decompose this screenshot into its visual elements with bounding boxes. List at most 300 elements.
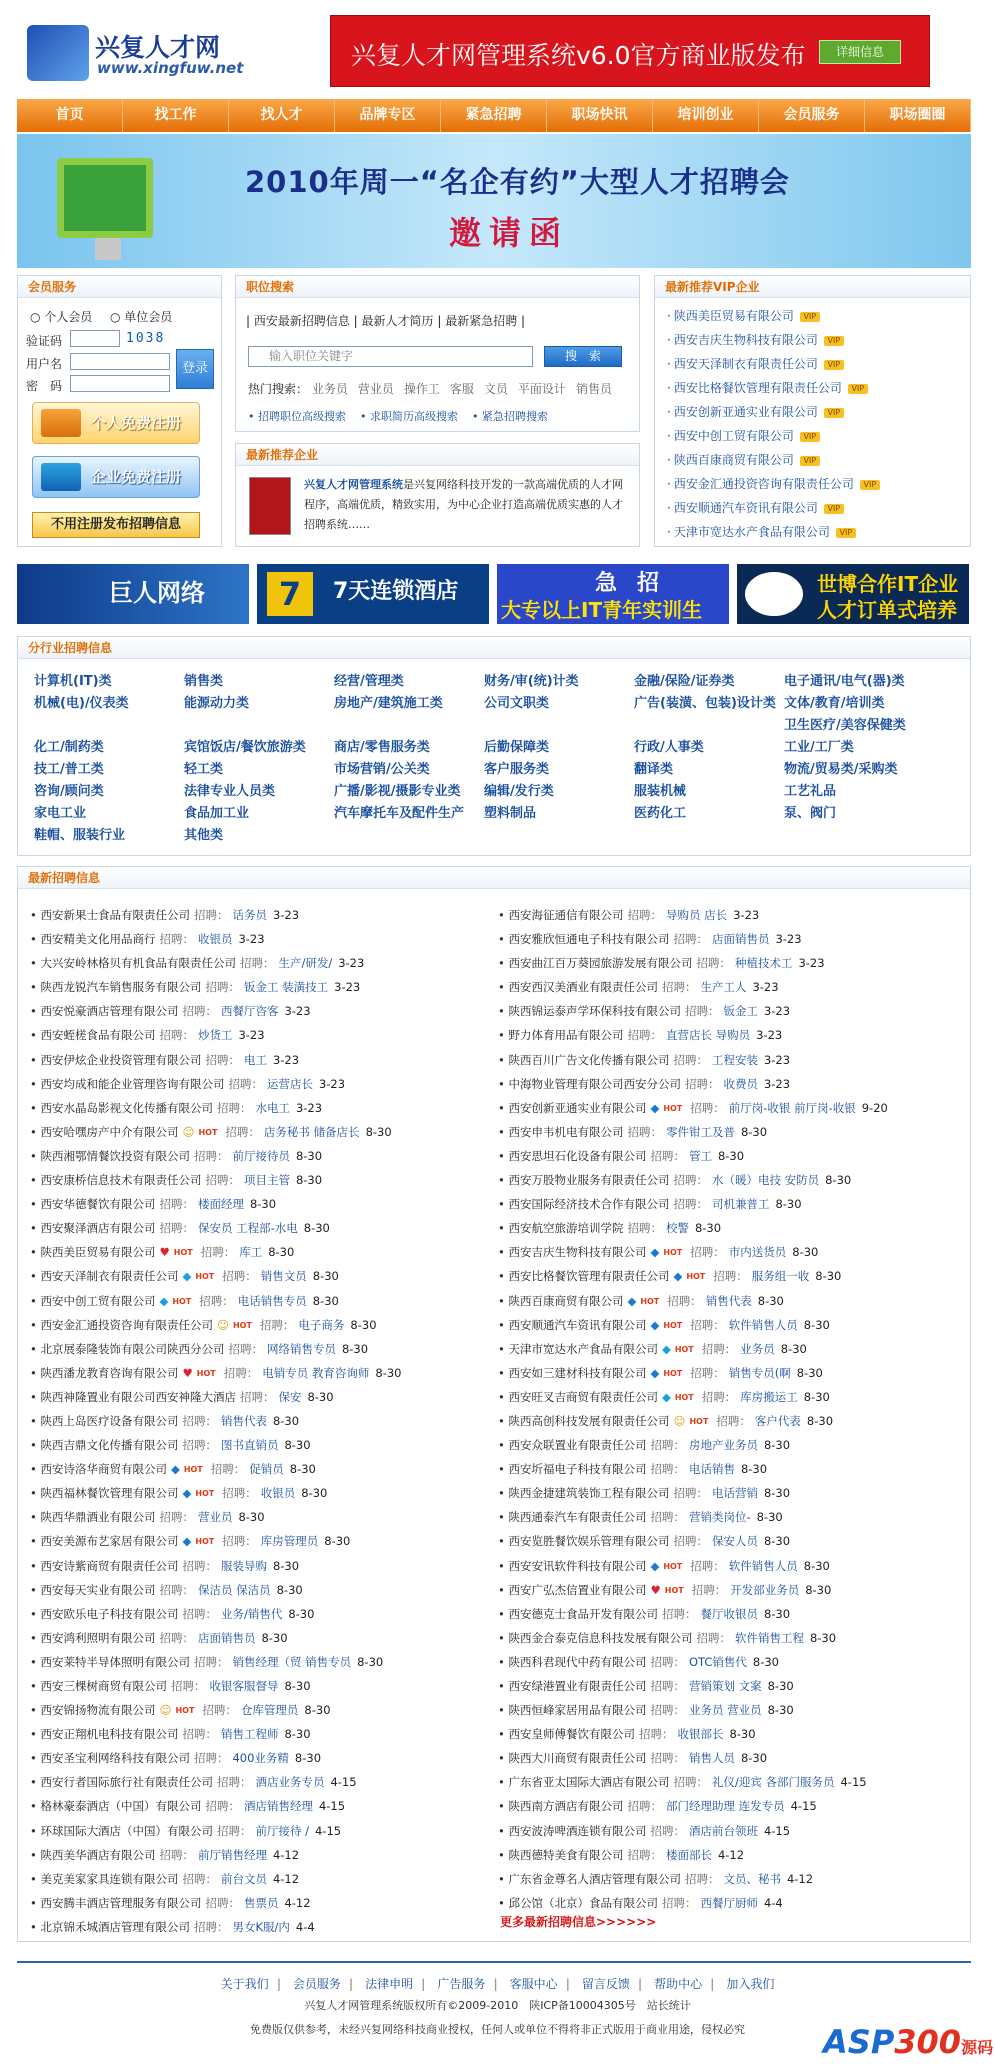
job-company[interactable]: 西安航空旅游培训学院 xyxy=(508,1221,624,1236)
job-title[interactable]: 男女K服/内 xyxy=(232,1919,290,1934)
job-row[interactable] xyxy=(30,1240,401,1264)
job-title[interactable]: 运营店长 xyxy=(266,1076,313,1091)
adv-resume-search-link[interactable]: • 求职简历高级搜索 xyxy=(359,410,458,423)
job-row[interactable] xyxy=(498,1626,888,1650)
job-title[interactable]: 收银员 xyxy=(260,1486,296,1501)
top-banner-ad[interactable] xyxy=(330,15,930,87)
job-row[interactable] xyxy=(498,1313,888,1337)
urgent-search-link[interactable]: • 紧急招聘搜索 xyxy=(471,410,548,423)
job-row[interactable] xyxy=(30,951,401,975)
job-row[interactable] xyxy=(498,1144,888,1168)
job-company[interactable]: 西安中创工贸有限公司 xyxy=(40,1293,156,1308)
industry-item[interactable]: 财务/审(统)计类 xyxy=(484,674,579,689)
job-title[interactable]: 店面销售员 xyxy=(197,1630,256,1645)
job-company[interactable]: 西安每天实业有限公司 xyxy=(40,1582,156,1597)
industry-item[interactable]: 广告(装潢、包装)设计类 xyxy=(634,696,776,711)
job-title[interactable]: 销售工程师 xyxy=(220,1727,279,1742)
job-title[interactable]: 种植技术工 xyxy=(734,956,793,971)
job-company[interactable]: 陕西高创科技发展有限责任公司 xyxy=(508,1413,670,1428)
job-title[interactable]: 电工 xyxy=(243,1052,267,1067)
industry-item[interactable]: 商店/零售服务类 xyxy=(334,740,430,755)
job-title[interactable]: 收银部长 xyxy=(677,1727,724,1742)
job-company[interactable]: 西安腾丰酒店管理服务有限公司 xyxy=(40,1895,202,1910)
job-company[interactable]: 西安欧乐电子科技有限公司 xyxy=(40,1606,179,1621)
job-company[interactable]: 西安莱特半导体照明有限公司 xyxy=(40,1654,190,1669)
job-company[interactable]: 西安圻福电子科技有限公司 xyxy=(508,1462,647,1477)
job-row[interactable] xyxy=(498,1722,888,1746)
industry-item[interactable]: 咨询/顾问类 xyxy=(34,784,104,799)
industry-item[interactable]: 法律专业人员类 xyxy=(184,784,276,799)
job-company[interactable]: 西安精美文化用品商行 xyxy=(40,932,156,947)
industry-item[interactable]: 金融/保险/证券类 xyxy=(634,674,735,689)
job-company[interactable]: 美克美家家具连锁有限公司 xyxy=(40,1871,179,1886)
industry-item[interactable]: 翻译类 xyxy=(634,762,674,777)
job-row[interactable] xyxy=(30,1626,401,1650)
job-company[interactable]: 陕西大川商贸有限责任公司 xyxy=(508,1751,647,1766)
job-company[interactable]: 北京展泰隆装饰有限公司陕西分公司 xyxy=(40,1341,225,1356)
job-company[interactable]: 西安比格餐饮管理有限责任公司 xyxy=(508,1269,670,1284)
job-company[interactable]: 野力体育用品有限公司 xyxy=(508,1028,624,1043)
job-company[interactable]: 西安均成和能企业管理咨询有限公司 xyxy=(40,1076,225,1091)
hot-item[interactable]: 操作工 xyxy=(403,382,440,396)
job-title[interactable]: 营业员 xyxy=(197,1510,233,1525)
job-title[interactable]: 服装导购 xyxy=(220,1558,267,1573)
adv-job-search-link[interactable]: • 招聘职位高级搜索 xyxy=(248,410,346,423)
job-company[interactable]: 西安诗洛华商贸有限公司 xyxy=(40,1462,167,1477)
hot-item[interactable]: 销售员 xyxy=(575,382,612,396)
job-row[interactable] xyxy=(498,951,888,975)
job-row[interactable] xyxy=(30,1433,401,1457)
job-title[interactable]: 网络销售专员 xyxy=(266,1341,336,1356)
job-company[interactable]: 陕西南方酒店有限公司 xyxy=(508,1799,624,1814)
industry-item[interactable]: 房地产/建筑施工类 xyxy=(334,696,443,711)
search-button[interactable]: 搜 索 xyxy=(544,346,622,367)
job-company[interactable]: 西安安讯软件科技有限公司 xyxy=(508,1558,647,1573)
job-row[interactable] xyxy=(498,1023,888,1047)
job-title[interactable]: 水电工 xyxy=(255,1100,290,1115)
job-row[interactable] xyxy=(30,1505,401,1529)
vip-item[interactable]: · 西安天泽制衣有限责任公司 VIP xyxy=(667,352,880,376)
job-title[interactable]: 电话销售 xyxy=(688,1462,735,1477)
industry-item[interactable]: 编辑/发行类 xyxy=(484,784,554,799)
job-title[interactable]: 楼面经理 xyxy=(197,1197,244,1212)
job-title[interactable]: 司机兼普工 xyxy=(711,1197,770,1212)
job-row[interactable] xyxy=(30,1289,401,1313)
job-title[interactable]: 电子商务 xyxy=(298,1317,345,1332)
job-row[interactable] xyxy=(30,1794,401,1818)
industry-item[interactable]: 工艺礼品 xyxy=(784,784,837,799)
vip-item[interactable]: · 陕西百康商贸有限公司 VIP xyxy=(667,448,880,472)
job-company[interactable]: 陕西华鼎酒业有限公司 xyxy=(40,1510,156,1525)
job-company[interactable]: 环球国际大酒店（中国）有限公司 xyxy=(40,1823,213,1838)
job-company[interactable]: 西安新果士食品有限责任公司 xyxy=(40,908,190,922)
job-row[interactable] xyxy=(498,1072,888,1096)
job-company[interactable]: 陕西美华酒店有限公司 xyxy=(40,1847,156,1862)
job-row[interactable] xyxy=(30,1385,401,1409)
job-row[interactable] xyxy=(30,1048,401,1072)
job-company[interactable]: 西安西汉美酒业有限责任公司 xyxy=(508,980,658,995)
job-title[interactable]: 市内送货员 xyxy=(728,1245,787,1260)
job-title[interactable]: 图书直销员 xyxy=(220,1438,279,1453)
job-row[interactable] xyxy=(30,1602,401,1626)
job-company[interactable]: 广东省金尊名人酒店管理有限公司 xyxy=(508,1871,681,1886)
industry-item[interactable]: 食品加工业 xyxy=(184,806,250,821)
job-company[interactable]: 西安海征通信有限公司 xyxy=(508,908,624,922)
footer-link[interactable]: 客服中心 xyxy=(509,1977,558,1991)
job-company[interactable]: 西安绿港置业有限责任公司 xyxy=(508,1679,647,1693)
job-title[interactable]: 店务秘书 储备店长 xyxy=(263,1124,360,1139)
job-title[interactable]: 销售人员 xyxy=(688,1751,735,1766)
job-title[interactable]: 业务/销售代 xyxy=(220,1606,283,1621)
industry-item[interactable]: 技工/普工类 xyxy=(34,762,104,777)
job-title[interactable]: 库工 xyxy=(239,1245,263,1260)
job-title[interactable]: 炒货工 xyxy=(197,1028,233,1043)
industry-item[interactable]: 医药化工 xyxy=(634,806,687,821)
job-company[interactable]: 西安华德餐饮有限公司 xyxy=(40,1197,156,1212)
job-row[interactable] xyxy=(30,1313,401,1337)
job-company[interactable]: 陕西金捷建筑装饰工程有限公司 xyxy=(508,1486,670,1501)
industry-item[interactable]: 行政/人事类 xyxy=(634,740,704,755)
job-title[interactable]: 400业务精 xyxy=(232,1751,289,1766)
job-company[interactable]: 西安申韦机电有限公司 xyxy=(508,1124,624,1139)
job-company[interactable]: 西安水晶岛影视文化传播有限公司 xyxy=(40,1100,213,1115)
job-row[interactable] xyxy=(498,1578,888,1602)
footer-link[interactable]: 广告服务 xyxy=(437,1977,486,1991)
job-company[interactable]: 西安众联置业有限责任公司 xyxy=(508,1438,647,1453)
job-company[interactable]: 西安吉庆生物科技有限公司 xyxy=(508,1245,647,1260)
vip-item[interactable]: · 陕西美臣贸易有限公司 VIP xyxy=(667,304,880,328)
job-company[interactable]: 西安思坦石化设备有限公司 xyxy=(508,1148,647,1163)
ad-urgent-hiring[interactable] xyxy=(497,564,729,624)
industry-item[interactable]: 工业/工厂类 xyxy=(784,740,854,755)
job-company[interactable]: 西安聚泽酒店有限公司 xyxy=(40,1221,156,1236)
job-row[interactable] xyxy=(30,1843,401,1867)
job-company[interactable]: 西安皇师傅餐饮有限公司 xyxy=(508,1727,635,1742)
industry-item[interactable]: 电子通讯/电气(器)类 xyxy=(784,674,905,689)
job-title[interactable]: 话务员 xyxy=(232,908,267,922)
job-title[interactable]: 仓库管理员 xyxy=(240,1703,299,1718)
job-row[interactable] xyxy=(30,1264,401,1288)
job-row[interactable] xyxy=(498,1891,888,1915)
job-row[interactable] xyxy=(498,903,888,927)
job-title[interactable]: 保安人员 xyxy=(711,1534,758,1549)
job-title[interactable]: 售票员 xyxy=(243,1895,279,1910)
ad-7days-hotel[interactable] xyxy=(257,564,489,624)
job-row[interactable] xyxy=(30,1819,401,1843)
search-tabs[interactable]: | 西安最新招聘信息 | 最新人才简历 | 最新紧急招聘 | xyxy=(246,314,526,328)
job-row[interactable] xyxy=(498,1674,888,1698)
job-company[interactable]: 西安万股物业服务有限责任公司 xyxy=(508,1173,670,1188)
job-company[interactable]: 西安国际经济技术合作有限公司 xyxy=(508,1197,670,1212)
job-company[interactable]: 西安行者国际旅行社有限责任公司 xyxy=(40,1775,213,1790)
job-row[interactable] xyxy=(498,1216,888,1240)
vip-item[interactable]: · 西安吉庆生物科技有限公司 VIP xyxy=(667,328,880,352)
job-company[interactable]: 陕西吉鼎文化传播有限公司 xyxy=(40,1438,179,1453)
job-title[interactable]: 项目主管 xyxy=(243,1173,290,1188)
job-title[interactable]: 收费员 xyxy=(723,1076,758,1091)
hot-item[interactable]: 平面设计 xyxy=(517,382,566,396)
job-company[interactable]: 西安正翔机电科技有限公司 xyxy=(40,1727,179,1742)
job-row[interactable] xyxy=(30,1674,401,1698)
site-logo[interactable] xyxy=(27,25,247,81)
job-title[interactable]: 前厅销售经理 xyxy=(197,1847,267,1862)
job-row[interactable] xyxy=(498,1505,888,1529)
job-row[interactable] xyxy=(30,1529,401,1553)
industry-item[interactable]: 家电工业 xyxy=(34,806,87,821)
job-company[interactable]: 西安顺通汽车资讯有限公司 xyxy=(508,1317,647,1332)
job-row[interactable] xyxy=(498,1433,888,1457)
industry-item[interactable]: 轻工类 xyxy=(184,762,224,777)
job-company[interactable]: 格林豪泰酒店（中国）有限公司 xyxy=(40,1799,202,1814)
job-company[interactable]: 西安旺叉吉商贸有限责任公司 xyxy=(508,1389,658,1404)
job-row[interactable] xyxy=(498,1698,888,1722)
recommend-name[interactable]: 兴复人才网管理系统 xyxy=(304,478,403,491)
nav-item-circle[interactable]: 职场圈圈 xyxy=(865,99,971,132)
job-row[interactable] xyxy=(30,1168,401,1192)
password-input[interactable] xyxy=(70,375,170,392)
industry-item[interactable]: 市场营销/公关类 xyxy=(334,762,430,777)
job-row[interactable] xyxy=(30,1770,401,1794)
footer-link[interactable]: 关于我们 xyxy=(220,1977,269,1991)
job-row[interactable] xyxy=(498,1650,888,1674)
job-title[interactable]: 楼面部长 xyxy=(665,1847,712,1862)
job-title[interactable]: 礼仪/迎宾 各部门服务员 xyxy=(711,1775,835,1790)
industry-item[interactable]: 鞋帽、服装行业 xyxy=(34,828,126,843)
job-company[interactable]: 陕西美臣贸易有限公司 xyxy=(40,1245,156,1260)
job-company[interactable]: 西安美源布艺家居有限公司 xyxy=(40,1534,179,1549)
job-company[interactable]: 大兴安岭林格贝有机食品有限责任公司 xyxy=(40,956,236,971)
job-row[interactable] xyxy=(30,975,401,999)
job-row[interactable] xyxy=(30,1457,401,1481)
industry-item[interactable]: 泵、阀门 xyxy=(784,806,837,821)
job-company[interactable]: 陕西龙锐汽车销售服务有限公司 xyxy=(40,980,202,995)
job-company[interactable]: 中海物业管理有限公司西安分公司 xyxy=(508,1076,681,1091)
job-row[interactable] xyxy=(30,1096,401,1120)
job-row[interactable] xyxy=(498,1867,888,1891)
job-company[interactable]: 西安曲江百万葵园旅游发展有限公司 xyxy=(508,956,693,971)
job-company[interactable]: 北京锦禾城酒店管理有限公司 xyxy=(40,1919,190,1934)
job-title[interactable]: 水（暖）电技 安防员 xyxy=(711,1173,820,1188)
login-button[interactable]: 登录 xyxy=(176,349,214,389)
industry-item[interactable]: 后勤保障类 xyxy=(484,740,550,755)
job-title[interactable]: 管工 xyxy=(688,1148,712,1163)
industry-item[interactable]: 文体/教育/培训类 xyxy=(784,696,885,711)
job-row[interactable] xyxy=(498,1385,888,1409)
job-row[interactable] xyxy=(30,1554,401,1578)
job-title[interactable]: 前台文员 xyxy=(220,1871,267,1886)
job-title[interactable]: 销售专员(啊 xyxy=(728,1365,791,1380)
job-company[interactable]: 西安雅欣恒通电子科技有限公司 xyxy=(508,932,670,947)
job-title[interactable]: 工程安装 xyxy=(711,1052,758,1067)
job-company[interactable]: 西安三棵树商贸有限公司 xyxy=(40,1679,167,1693)
job-company[interactable]: 陕西锦运泰声学环保科技有限公司 xyxy=(508,1004,681,1019)
job-row[interactable] xyxy=(498,1289,888,1313)
job-title[interactable]: 服务组一收 xyxy=(751,1269,810,1284)
event-banner[interactable] xyxy=(17,134,971,268)
footer-link[interactable]: 帮助中心 xyxy=(654,1977,703,1991)
hot-item[interactable]: 文员 xyxy=(483,382,508,396)
vip-item[interactable]: · 西安金汇通投资咨询有限责任公司 VIP xyxy=(667,472,880,496)
job-company[interactable]: 陕西金合泰克信息科技发展有限公司 xyxy=(508,1630,693,1645)
job-title[interactable]: 业务员 xyxy=(740,1341,775,1356)
job-company[interactable]: 西安德克士食品开发有限公司 xyxy=(508,1606,658,1621)
job-company[interactable]: 陕西恒峰家居用品有限公司 xyxy=(508,1703,647,1718)
job-company[interactable]: 陕西百康商贸有限公司 xyxy=(508,1293,624,1308)
job-title[interactable]: 前厅岗-收银 前厅岗-收银 xyxy=(728,1100,856,1115)
job-row[interactable] xyxy=(498,1481,888,1505)
radio-company[interactable]: ○ 单位会员 xyxy=(110,310,173,324)
industry-item[interactable]: 物流/贸易类/采购类 xyxy=(784,762,898,777)
job-company[interactable]: 天津市宽达水产食品有限公司 xyxy=(508,1341,658,1356)
job-title[interactable]: 业务员 营业员 xyxy=(688,1703,762,1718)
free-post-button[interactable]: 不用注册发布招聘信息 xyxy=(32,512,200,538)
job-row[interactable] xyxy=(498,1529,888,1553)
vip-item[interactable]: · 西安创新亚通实业有限公司 VIP xyxy=(667,400,880,424)
job-title[interactable]: 销售文员 xyxy=(260,1269,307,1284)
job-row[interactable] xyxy=(498,1554,888,1578)
job-title[interactable]: 房地产业务员 xyxy=(688,1438,758,1453)
job-title[interactable]: 电话销售专员 xyxy=(237,1293,307,1308)
job-row[interactable] xyxy=(498,1457,888,1481)
job-title[interactable]: 店面销售员 xyxy=(711,932,770,947)
job-row[interactable] xyxy=(498,1843,888,1867)
job-title[interactable]: 西餐厅厨师 xyxy=(700,1895,758,1910)
job-company[interactable]: 陕西德特美食有限公司 xyxy=(508,1847,624,1862)
job-title[interactable]: 软件销售人员 xyxy=(728,1317,798,1332)
job-title[interactable]: 钣金工 xyxy=(723,1004,758,1019)
job-company[interactable]: 西安圣宝利网络科技有限公司 xyxy=(40,1751,190,1766)
job-title[interactable]: 文员、秘书 xyxy=(723,1871,781,1886)
job-company[interactable]: 西安天泽制衣有限责任公司 xyxy=(40,1269,179,1284)
job-row[interactable] xyxy=(498,1168,888,1192)
job-row[interactable] xyxy=(30,1361,401,1385)
job-title[interactable]: 开发部业务员 xyxy=(730,1582,800,1597)
username-input[interactable] xyxy=(70,353,170,370)
hot-item[interactable]: 营业员 xyxy=(357,382,394,396)
nav-item-find-job[interactable]: 找工作 xyxy=(123,99,229,132)
job-row[interactable] xyxy=(498,999,888,1023)
job-company[interactable]: 西安如三建材科技有限公司 xyxy=(508,1365,647,1380)
job-company[interactable]: 邱公馆（北京）食品有限公司 xyxy=(508,1895,658,1910)
job-company[interactable]: 西安蛭槎食品有限公司 xyxy=(40,1028,156,1043)
job-title[interactable]: 保洁员 保洁员 xyxy=(197,1582,271,1597)
job-title[interactable]: 零件钳工及普 xyxy=(665,1124,735,1139)
job-row[interactable] xyxy=(498,1409,888,1433)
nav-item-brand[interactable]: 品牌专区 xyxy=(335,99,441,132)
job-company[interactable]: 西安广弘杰信置业有限公司 xyxy=(508,1582,647,1597)
job-company[interactable]: 西安鸿利照明有限公司 xyxy=(40,1630,156,1645)
job-title[interactable]: 客户代表 xyxy=(754,1413,801,1428)
industry-item[interactable]: 计算机(IT)类 xyxy=(34,674,112,689)
job-company[interactable]: 陕西科君现代中药有限公司 xyxy=(508,1654,647,1669)
nav-item-urgent[interactable]: 紧急招聘 xyxy=(441,99,547,132)
industry-item[interactable]: 机械(电)/仪表类 xyxy=(34,696,129,711)
job-company[interactable]: 广东省亚太国际大酒店有限公司 xyxy=(508,1775,670,1790)
job-title[interactable]: 西餐厅咨客 xyxy=(220,1004,279,1019)
company-register-button[interactable] xyxy=(32,456,200,498)
job-row[interactable] xyxy=(30,1144,401,1168)
job-row[interactable] xyxy=(498,1264,888,1288)
radio-personal[interactable]: ○ 个人会员 xyxy=(30,310,93,324)
job-row[interactable] xyxy=(30,1337,401,1361)
job-company[interactable]: 西安康桥信息技术有限责任公司 xyxy=(40,1173,202,1188)
top-ad-detail-button[interactable]: 详细信息 xyxy=(819,40,901,64)
hot-item[interactable]: 业务员 xyxy=(311,382,348,396)
personal-register-button[interactable] xyxy=(32,402,200,444)
job-row[interactable] xyxy=(498,1794,888,1818)
job-company[interactable]: 西安创新亚通实业有限公司 xyxy=(508,1100,647,1115)
job-row[interactable] xyxy=(498,1240,888,1264)
vip-item[interactable]: · 西安中创工贸有限公司 VIP xyxy=(667,424,880,448)
job-row[interactable] xyxy=(30,1722,401,1746)
industry-item[interactable]: 广播/影视/摄影专业类 xyxy=(334,784,461,799)
nav-item-find-talent[interactable]: 找人才 xyxy=(229,99,335,132)
industry-item[interactable]: 销售类 xyxy=(184,674,224,689)
job-company[interactable]: 西安金汇通投资咨询有限责任公司 xyxy=(40,1317,213,1332)
job-row[interactable] xyxy=(498,927,888,951)
job-row[interactable] xyxy=(498,1602,888,1626)
industry-item[interactable]: 卫生医疗/美容保健类 xyxy=(784,718,906,733)
job-title[interactable]: 营销类岗位- xyxy=(688,1510,751,1525)
job-row[interactable] xyxy=(498,1096,888,1120)
job-row[interactable] xyxy=(30,1192,401,1216)
job-row[interactable] xyxy=(30,1915,401,1939)
job-company[interactable]: 陕西上岛医疗设备有限公司 xyxy=(40,1413,179,1428)
job-title[interactable]: 库房搬运工 xyxy=(740,1389,798,1404)
job-company[interactable]: 西安哈嘿房产中介有限公司 xyxy=(40,1124,179,1139)
job-row[interactable] xyxy=(30,1023,401,1047)
job-title[interactable]: 电话营销 xyxy=(711,1486,758,1501)
job-title[interactable]: 生产工人 xyxy=(700,980,747,995)
footer-link[interactable]: 加入我们 xyxy=(726,1977,775,1991)
job-title[interactable]: 销售经理（贸 销售专员 xyxy=(232,1654,352,1669)
job-row[interactable] xyxy=(498,1337,888,1361)
job-row[interactable] xyxy=(30,1698,401,1722)
hot-item[interactable]: 客服 xyxy=(449,382,474,396)
job-title[interactable]: 校警 xyxy=(665,1221,689,1236)
job-row[interactable] xyxy=(498,1048,888,1072)
job-row[interactable] xyxy=(30,1216,401,1240)
job-row[interactable] xyxy=(30,1120,401,1144)
search-input[interactable]: 输入职位关键字 xyxy=(248,346,533,367)
vip-item[interactable]: · 西安顺通汽车资讯有限公司 VIP xyxy=(667,496,880,520)
job-company[interactable]: 陕西福林餐饮管理有限公司 xyxy=(40,1486,179,1501)
job-title[interactable]: 收银客服督导 xyxy=(209,1679,279,1693)
job-row[interactable] xyxy=(498,1770,888,1794)
job-row[interactable] xyxy=(30,903,401,927)
vip-item[interactable]: · 西安比格餐饮管理有限责任公司 VIP xyxy=(667,376,880,400)
job-title[interactable]: 销售代表 xyxy=(705,1293,752,1308)
nav-item-training[interactable]: 培训创业 xyxy=(653,99,759,132)
job-title[interactable]: 酒店前台领班 xyxy=(688,1823,758,1838)
ad-expo-partner[interactable] xyxy=(737,564,969,624)
code-input[interactable] xyxy=(70,330,120,347)
industry-item[interactable]: 公司文职类 xyxy=(484,696,550,711)
industry-item[interactable]: 塑料制品 xyxy=(484,806,537,821)
job-company[interactable]: 陕西潘龙教育咨询有限公司 xyxy=(40,1365,179,1380)
more-jobs-link[interactable]: 更多最新招聘信息>>>>>> xyxy=(500,1915,657,1929)
industry-item[interactable]: 服装机械 xyxy=(634,784,687,799)
job-row[interactable] xyxy=(498,1819,888,1843)
job-company[interactable]: 陕西神隆置业有限公司西安神隆大酒店 xyxy=(40,1389,236,1404)
nav-item-news[interactable]: 职场快讯 xyxy=(547,99,653,132)
job-company[interactable]: 西安诗紫商贸有限责任公司 xyxy=(40,1558,179,1573)
job-row[interactable] xyxy=(30,1891,401,1915)
job-title[interactable]: 前厅接待 / xyxy=(255,1823,309,1838)
captcha-code[interactable]: 1038 xyxy=(126,331,166,346)
nav-item-member[interactable]: 会员服务 xyxy=(759,99,865,132)
job-row[interactable] xyxy=(30,1578,401,1602)
